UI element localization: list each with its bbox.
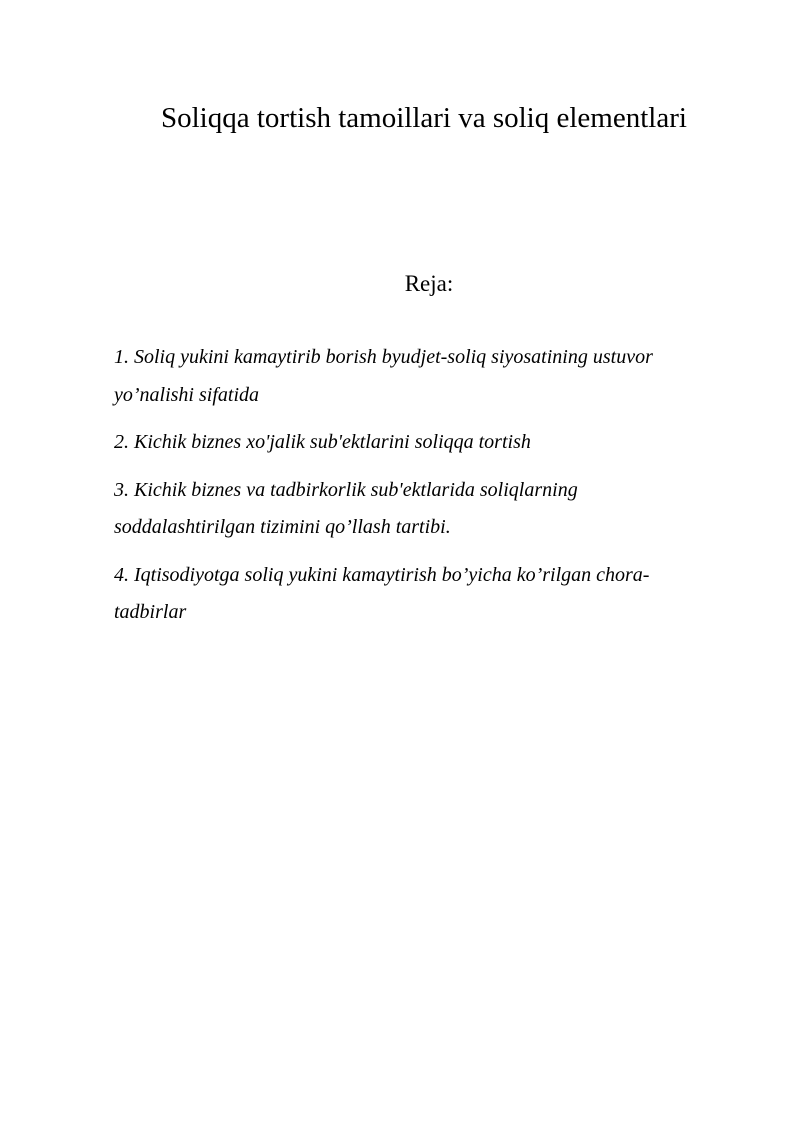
plan-heading: Reja: xyxy=(404,271,454,296)
plan-list xyxy=(114,339,704,642)
plan-item-1: 1. Soliq yukini kamaytirib borish byudjet-soliq siyosatining ustuvor yo’nalishi sifatida xyxy=(114,346,653,406)
plan-item-4: 4. Iqtisodiyotga soliq yukini kamaytirish bo’yicha ko’rilgan chora- tadbirlar xyxy=(114,563,650,623)
document-title: Soliqqa tortish tamoillari va soliq elementlari xyxy=(161,102,687,134)
plan-item-3: 3. Kichik biznes va tadbirkorlik sub'ektlarida soliqlarning soddalashtirilgan tizimini qo’llash tartibi. xyxy=(114,478,578,538)
plan-item-2: 2. Kichik biznes xo'jalik sub'ektlarini soliqqa tortish xyxy=(114,431,531,453)
